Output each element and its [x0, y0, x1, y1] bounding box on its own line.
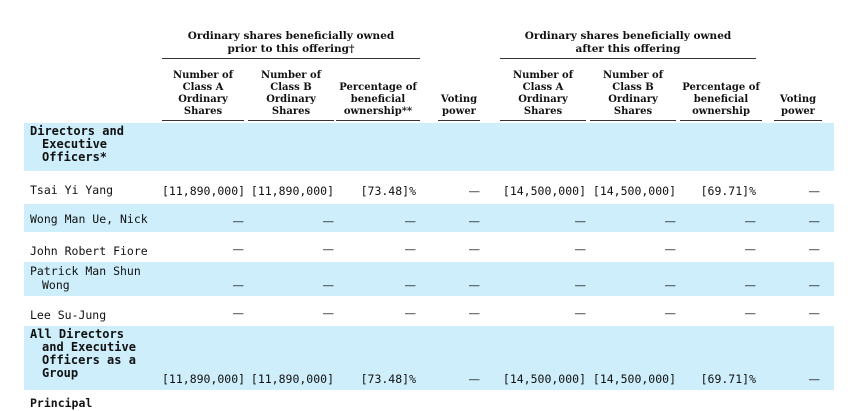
table-cell: —	[322, 278, 334, 292]
row-label-line: Tsai Yi Yang	[30, 183, 114, 197]
column-header-after-2	[590, 62, 676, 121]
row-label-line: John Robert Fiore	[30, 244, 148, 258]
column-header-line: Shares	[183, 106, 223, 117]
row-label-line: Patrick Man Shun	[30, 264, 141, 278]
table-cell: —	[404, 306, 416, 320]
row-label-line: Group	[42, 366, 79, 380]
table-cell: —	[404, 278, 416, 292]
row-label	[30, 183, 113, 197]
row-label	[30, 308, 106, 322]
table-cell: —	[232, 306, 244, 320]
column-header-line: Shares	[271, 106, 311, 117]
column-header-after-3	[680, 62, 762, 121]
row-label-line: Officers*	[42, 150, 108, 164]
row-label-line: Directors and	[30, 124, 124, 138]
row-label-line: Lee Su-Jung	[30, 308, 107, 322]
row-label-line: Wong Man Ue, Nick	[30, 212, 148, 226]
table-cell: —	[808, 184, 820, 198]
table-cell: —	[468, 372, 480, 386]
column-header-line: Number of	[602, 70, 664, 81]
row-label	[30, 328, 136, 380]
table-cell: —	[322, 242, 334, 256]
table-cell: —	[322, 306, 334, 320]
table-cell: [14,500,000]	[592, 372, 676, 386]
column-header-line: beneficial	[693, 94, 749, 105]
table-cell: —	[808, 306, 820, 320]
column-header-line: Ordinary	[518, 94, 568, 105]
table-cell: —	[808, 214, 820, 228]
table-cell: —	[808, 278, 820, 292]
row-label-line: Executive	[42, 137, 108, 151]
table-cell: —	[664, 306, 676, 320]
table-row	[24, 123, 834, 171]
group-header-before	[162, 30, 420, 59]
table-cell: —	[404, 214, 416, 228]
column-header-line: Number of	[260, 70, 322, 81]
table-cell: —	[664, 278, 676, 292]
table-cell: —	[232, 278, 244, 292]
table-cell: [69.71]%	[700, 372, 756, 386]
table-cell: —	[468, 306, 480, 320]
column-header-line: Voting	[779, 94, 817, 105]
table-cell: [11,890,000]	[250, 372, 334, 386]
table-cell: [11,890,000]	[250, 184, 334, 198]
table-cell: —	[744, 278, 756, 292]
group-header-after-line-2: after this offering	[575, 43, 681, 55]
table-cell: [14,500,000]	[592, 184, 676, 198]
trailing-fragment: Principal	[30, 396, 93, 410]
row-label	[30, 264, 141, 292]
table-cell: —	[322, 214, 334, 228]
row-label-line: Officers as a	[42, 353, 136, 367]
row-label-line: All Directors	[30, 327, 124, 341]
table-cell: [11,890,000]	[162, 372, 246, 386]
table-cell: —	[574, 214, 586, 228]
table-cell: —	[232, 214, 244, 228]
column-header-line: Shares	[523, 106, 563, 117]
column-header-before-1	[162, 62, 244, 121]
column-header-line: Shares	[613, 106, 653, 117]
table-cell: [11,890,000]	[162, 184, 246, 198]
row-label-line: Wong	[42, 278, 70, 292]
table-cell: [14,500,000]	[502, 372, 586, 386]
table-cell: —	[744, 214, 756, 228]
table-cell: —	[468, 214, 480, 228]
table-row	[24, 326, 834, 390]
table-cell: —	[404, 242, 416, 256]
column-header-line: Class B	[612, 82, 654, 93]
column-header-line: Voting	[440, 94, 478, 105]
table-row	[24, 178, 834, 202]
column-header-after-1	[500, 62, 586, 121]
row-label	[30, 125, 124, 164]
row-label-line: and Executive	[42, 340, 136, 354]
table-cell: —	[232, 242, 244, 256]
table-row	[24, 300, 834, 324]
column-header-line: ownership	[692, 106, 750, 117]
group-header-after-line-1: Ordinary shares beneficially owned	[524, 30, 732, 42]
table-cell: —	[744, 306, 756, 320]
table-row	[24, 204, 834, 232]
column-header-line: Ordinary	[266, 94, 316, 105]
column-header-line: Ordinary	[608, 94, 658, 105]
table-cell: —	[808, 242, 820, 256]
table-row	[24, 236, 834, 260]
row-label	[30, 244, 148, 258]
column-header-line: beneficial	[350, 94, 406, 105]
row-label	[30, 212, 148, 226]
column-header-line: Class A	[182, 82, 224, 93]
column-header-before-3	[336, 62, 420, 121]
column-header-line: Percentage of	[339, 82, 417, 93]
table-cell: —	[468, 184, 480, 198]
table-cell: —	[468, 242, 480, 256]
column-header-before-2	[248, 62, 334, 121]
column-header-line: power	[781, 106, 815, 117]
table-cell: [73.48]%	[360, 184, 416, 198]
table-cell: —	[744, 242, 756, 256]
column-header-line: Percentage of	[682, 82, 760, 93]
group-header-before-line-1: Ordinary shares beneficially owned	[187, 30, 395, 42]
table-row	[24, 262, 834, 296]
table-cell: —	[808, 372, 820, 386]
table-cell: —	[468, 278, 480, 292]
table-cell: —	[574, 278, 586, 292]
column-header-line: Ordinary	[178, 94, 228, 105]
table-cell: —	[664, 214, 676, 228]
column-header-after-4	[774, 62, 822, 121]
table-cell: [14,500,000]	[502, 184, 586, 198]
table-cell: [73.48]%	[360, 372, 416, 386]
column-header-before-4	[438, 62, 480, 121]
column-header-line: ownership**	[343, 106, 413, 117]
column-header-line: power	[442, 106, 476, 117]
column-header-line: Class B	[270, 82, 312, 93]
column-header-line: Number of	[512, 70, 574, 81]
table-cell: [69.71]%	[700, 184, 756, 198]
group-header-after	[500, 30, 756, 59]
table-cell: —	[574, 306, 586, 320]
column-header-line: Number of	[172, 70, 234, 81]
table-cell: —	[574, 242, 586, 256]
column-header-line: Class A	[522, 82, 564, 93]
group-header-before-line-2: prior to this offering†	[227, 43, 355, 55]
table-cell: —	[664, 242, 676, 256]
